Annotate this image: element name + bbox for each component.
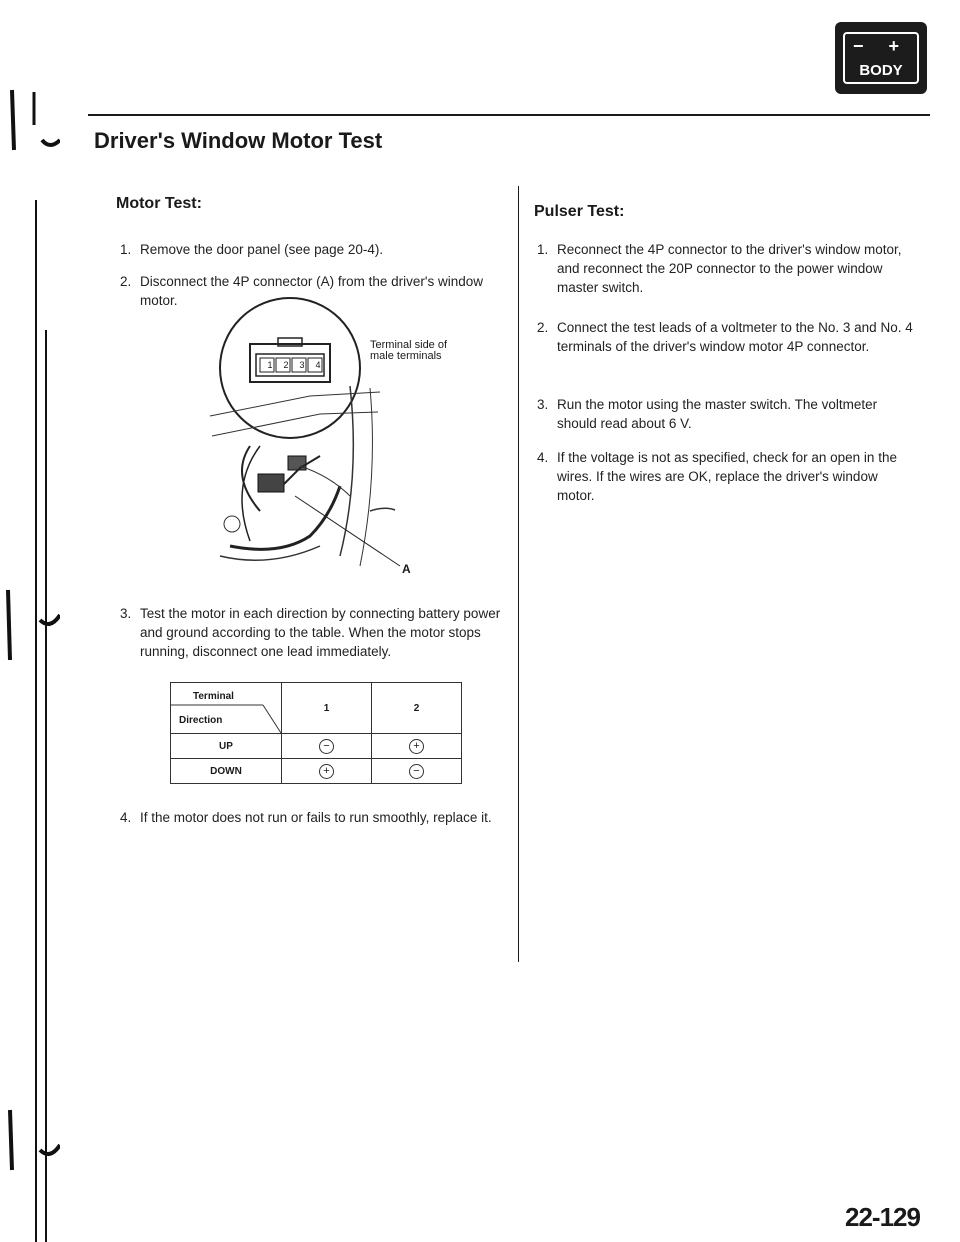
pulser-step-4 bbox=[537, 448, 917, 505]
step-text: Test the motor in each direction by connecting battery power and ground according to the table. When the motor stops running, disconnect one lead immediately. bbox=[140, 606, 501, 659]
badge-label: BODY bbox=[859, 62, 903, 79]
pulser-step-2 bbox=[537, 318, 917, 356]
column-header-2: 2 bbox=[372, 683, 462, 734]
corner-direction-label: Direction bbox=[179, 715, 223, 726]
minus-sign: − bbox=[319, 739, 334, 754]
motor-step-4 bbox=[120, 808, 505, 827]
battery-signs: − + bbox=[852, 36, 910, 56]
minus-sign: − bbox=[409, 764, 424, 779]
binding-marks bbox=[0, 0, 60, 1242]
column-header-1: 1 bbox=[282, 683, 372, 734]
step-text: Disconnect the 4P connector (A) from the driver's window motor. bbox=[140, 274, 483, 308]
step-number: 2. bbox=[120, 274, 132, 289]
step-number: 4. bbox=[537, 450, 549, 465]
motor-step-1 bbox=[120, 240, 510, 259]
terminal-side-label: Terminal side of male terminals bbox=[370, 339, 448, 362]
row-label-down: DOWN bbox=[171, 759, 282, 784]
row-label-up: UP bbox=[171, 734, 282, 759]
plus-sign: + bbox=[319, 764, 334, 779]
pulser-test-heading: Pulser Test: bbox=[534, 203, 625, 220]
page-title: Driver's Window Motor Test bbox=[94, 128, 383, 153]
pin-label-3: 3 bbox=[299, 360, 305, 370]
table-cell bbox=[282, 759, 372, 784]
step-number: 2. bbox=[537, 320, 549, 335]
table-cell bbox=[372, 734, 462, 759]
callout-a: A bbox=[402, 562, 411, 576]
motor-step-3 bbox=[120, 604, 505, 661]
page-number: 22-129 bbox=[845, 1202, 920, 1232]
table-row bbox=[171, 734, 462, 759]
step-text: Reconnect the 4P connector to the driver's window motor, and reconnect the 20P connector to the power window master switch. bbox=[557, 242, 902, 295]
step-number: 4. bbox=[120, 810, 132, 825]
table-header-row bbox=[171, 683, 462, 734]
table-corner-cell bbox=[171, 683, 282, 734]
pin-label-2: 2 bbox=[283, 360, 289, 370]
direction-table bbox=[170, 682, 462, 784]
callout-a-leader bbox=[295, 496, 400, 566]
pulser-step-1 bbox=[537, 240, 917, 297]
motor-test-heading: Motor Test: bbox=[116, 195, 202, 212]
step-text: Run the motor using the master switch. The voltmeter should read about 6 V. bbox=[557, 397, 878, 431]
table-row bbox=[171, 759, 462, 784]
pin-label-4: 4 bbox=[315, 360, 321, 370]
step-text: Remove the door panel (see page 20-4). bbox=[140, 242, 384, 257]
connector-a bbox=[258, 474, 284, 492]
step-text: If the motor does not run or fails to run smoothly, replace it. bbox=[140, 810, 492, 825]
step-number: 1. bbox=[537, 242, 549, 257]
corner-terminal-label: Terminal bbox=[193, 691, 234, 702]
step-number: 3. bbox=[120, 606, 132, 621]
column-divider bbox=[518, 186, 519, 962]
header-rule bbox=[88, 114, 930, 116]
table-cell bbox=[372, 759, 462, 784]
pin-label-1: 1 bbox=[267, 360, 273, 370]
table-cell bbox=[282, 734, 372, 759]
step-text: Connect the test leads of a voltmeter to the No. 3 and No. 4 terminals of the driver's window motor 4P connector. bbox=[557, 320, 913, 354]
step-number: 1. bbox=[120, 242, 132, 257]
body-section-badge bbox=[835, 22, 927, 94]
plus-sign: + bbox=[409, 739, 424, 754]
step-number: 3. bbox=[537, 397, 549, 412]
pulser-step-3 bbox=[537, 395, 917, 433]
step-text: If the voltage is not as specified, check for an open in the wires. If the wires are OK, replace the driver's window motor. bbox=[557, 450, 897, 503]
